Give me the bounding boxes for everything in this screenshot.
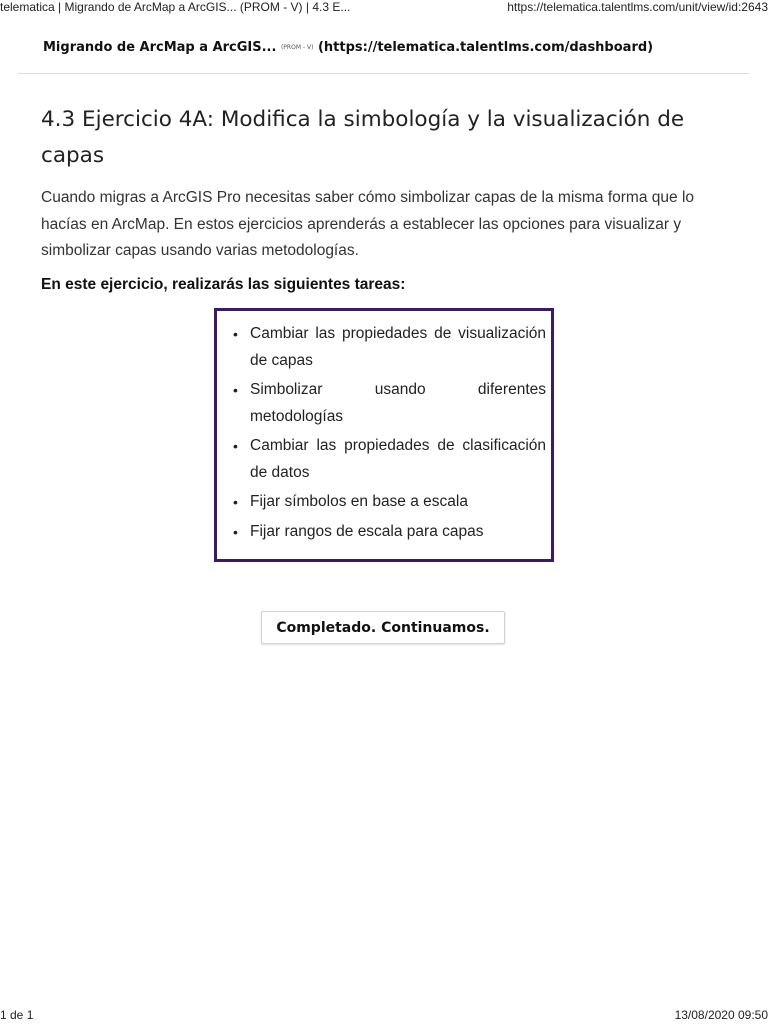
- task-list: [217, 311, 551, 545]
- task-box: [214, 308, 554, 562]
- header-divider: [18, 73, 749, 74]
- task-text: Fijar rangos de escala para capas: [250, 522, 484, 540]
- bullet-icon: •: [233, 438, 238, 454]
- bullet-icon: •: [233, 382, 238, 398]
- print-timestamp: 13/08/2020 09:50: [674, 1008, 768, 1022]
- list-item: [233, 433, 546, 486]
- course-title-link[interactable]: Migrando de ArcMap a ArcGIS...: [43, 40, 277, 55]
- task-text: Fijar símbolos en base a escala: [250, 493, 468, 510]
- list-item: [233, 519, 546, 546]
- complete-continue-button[interactable]: Completado. Continuamos.: [261, 611, 505, 644]
- task-text: Cambiar las propiedades de clasificación de datos: [250, 437, 546, 481]
- task-text: Cambiar las propiedades de visualización de capas: [250, 325, 546, 369]
- course-breadcrumb: [43, 40, 653, 55]
- print-header-url: https://telematica.talentlms.com/unit/view/id:2643: [507, 0, 768, 14]
- bullet-icon: •: [233, 523, 238, 540]
- unit-title: 4.3 Ejercicio 4A: Modifica la simbología y la visualización de capas: [41, 107, 685, 168]
- tasks-heading: En este ejercicio, realizarás las siguientes tareas:: [41, 276, 406, 293]
- bullet-icon: •: [233, 326, 238, 342]
- list-item: [233, 489, 546, 516]
- page-count: 1 de 1: [0, 1008, 34, 1022]
- print-header-title: telematica | Migrando de ArcMap a ArcGIS... (PROM - V) | 4.3 E...: [0, 0, 351, 14]
- course-tag: (PROM - V): [280, 44, 314, 51]
- list-item: [233, 321, 546, 374]
- task-text: Simbolizar usando diferentes metodologías: [250, 381, 546, 425]
- dashboard-link[interactable]: (https://telematica.talentlms.com/dashboard): [317, 40, 654, 55]
- unit-intro: Cuando migras a ArcGIS Pro necesitas saber cómo simbolizar capas de la misma forma que lo hacías en ArcMap. En estos ejercicios aprenderás a establecer las opciones para visualizar y simbolizar capas usando varias metodologías.: [41, 189, 695, 259]
- list-item: [233, 377, 546, 430]
- bullet-icon: •: [233, 494, 238, 510]
